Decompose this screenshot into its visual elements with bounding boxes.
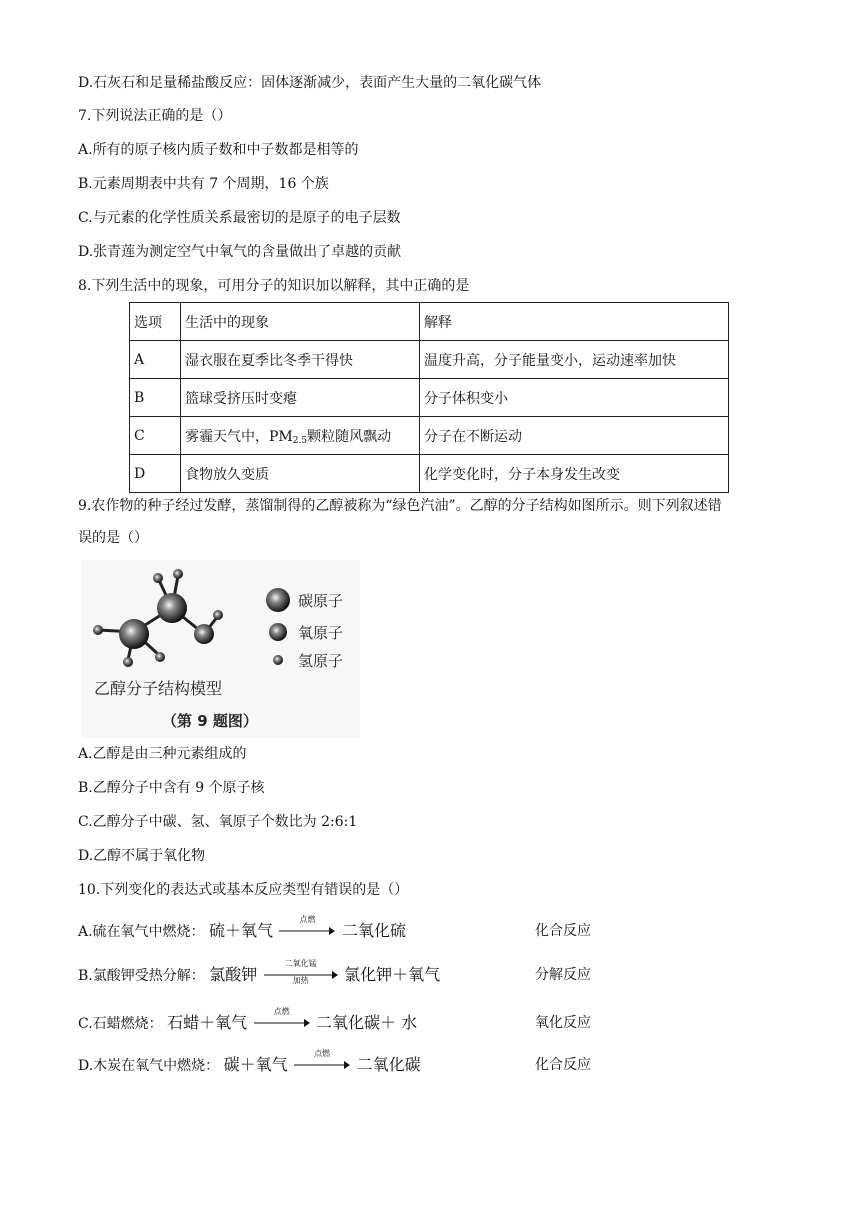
equation-label: B.氯酸钾受热分解： [78,968,205,984]
question-10-stem: 10.下列变化的表达式或基本反应类型有错误的是（） [78,882,409,898]
equation-label: A.硫在氧气中燃烧： [78,924,205,940]
equation-b [78,959,441,988]
carbon-atom [119,619,149,649]
reaction-type-d: 化合反应 [535,1057,591,1073]
table-header-cell: 解释 [420,303,729,341]
figure-caption: （第 9 题图） [162,712,258,730]
table-cell: 温度升高，分子能量变小，运动速率加快 [420,341,729,379]
equation-left: 氯酸钾 [209,965,258,984]
equation-label: C.石蜡燃烧： [78,1016,163,1032]
arrow-condition-above: 点燃 [314,1049,331,1058]
question-8-stem: 8.下列生活中的现象，可用分子的知识加以解释，其中正确的是 [78,278,470,294]
question-7-option-d: D.张青莲为测定空气中氧气的含量做出了卓越的贡献 [78,244,402,260]
table-cell: 食物放久变质 [181,455,420,493]
reaction-type-a: 化合反应 [535,923,591,939]
legend-oxygen-label: 氧原子 [298,624,344,642]
question-9-option-b: B.乙醇分子中含有 9 个原子核 [78,780,265,796]
question-9-option-d: D.乙醇不属于氧化物 [78,848,206,864]
arrow-condition-below: 加热 [292,976,309,985]
question-9-option-c: C.乙醇分子中碳、氢、氧原子个数比为 2:6:1 [78,814,358,830]
question-9-option-a: A.乙醇是由三种元素组成的 [78,746,247,762]
table-row [130,341,729,379]
ethanol-model-svg [82,560,360,738]
model-caption: 乙醇分子结构模型 [94,679,223,698]
ethanol-molecule-figure [82,560,360,738]
reaction-type-b: 分解反应 [535,967,591,983]
question-7-option-a: A.所有的原子核内质子数和中子数都是相等的 [78,142,359,158]
table-header-cell: 选项 [130,303,181,341]
table-cell: 分子在不断运动 [420,417,729,455]
table-cell: 分子体积变小 [420,379,729,417]
question-7-option-b: B.元素周期表中共有 7 个周期，16 个族 [78,176,329,192]
table-header-row [130,303,729,341]
equation-left: 碳＋氧气 [223,1055,288,1074]
table-cell: A [130,341,181,379]
reaction-type-c: 氧化反应 [535,1015,591,1031]
equation-c [78,1007,418,1036]
table-cell: D [130,455,181,493]
legend-hydrogen-label: 氢原子 [298,652,344,670]
equation-label: D.木炭在氧气中燃烧： [78,1058,220,1074]
question-7-option-c: C.与元素的化学性质关系最密切的是原子的电子层数 [78,210,401,226]
arrow-condition-above: 点燃 [299,915,316,924]
equation-right: 二氧化碳＋ 水 [316,1013,418,1032]
equation-d [78,1049,421,1078]
reaction-arrow-icon [264,959,338,985]
table-cell: 化学变化时，分子本身发生改变 [420,455,729,493]
equation-right: 二氧化碳 [356,1055,421,1074]
table-cell [181,417,420,455]
equation-right: 氯化钾＋氧气 [344,965,441,984]
reaction-arrow-icon [279,915,335,940]
legend-carbon-ball [266,588,290,612]
table-cell: 篮球受挤压时变瘪 [181,379,420,417]
pm-rest-text: 颗粒随风飘动 [307,428,392,445]
legend-carbon-label: 碳原子 [298,592,344,610]
arrow-condition-above: 二氧化锰 [284,959,317,968]
reaction-arrow-icon [254,1007,310,1032]
equation-left: 石蜡＋氧气 [167,1013,248,1032]
carbon-atom [157,593,187,623]
table-row [130,417,729,455]
table-header-cell: 生活中的现象 [181,303,420,341]
question-d6-option: D.石灰石和足量稀盐酸反应：固体逐渐减少，表面产生大量的二氧化碳气体 [78,75,542,91]
oxygen-atom [194,624,214,644]
pm-subscript: 2.5 [292,435,308,446]
question-7-stem: 7.下列说法正确的是（） [78,108,232,124]
legend-hydrogen-ball [273,655,283,665]
equation-a [78,915,406,944]
question-9-stem-line2: 误的是（） [78,530,148,546]
equation-right: 二氧化硫 [341,921,406,940]
table-cell: C [130,417,181,455]
table-cell: B [130,379,181,417]
legend-oxygen-ball [269,623,287,641]
equation-left: 硫＋氧气 [209,921,274,940]
table-row [130,379,729,417]
pm-text: 雾霾天气中，PM [185,428,293,445]
table-cell: 湿衣服在夏季比冬季干得快 [181,341,420,379]
table-row [130,455,729,493]
question-9-stem-line1: 9.农作物的种子经过发酵，蒸馏制得的乙醇被称为“绿色汽油”。乙醇的分子结构如图所示。则下列叙述错 [78,498,722,514]
arrow-condition-above: 点燃 [273,1007,290,1016]
reaction-arrow-icon [294,1049,350,1074]
question-8-table [129,302,729,493]
